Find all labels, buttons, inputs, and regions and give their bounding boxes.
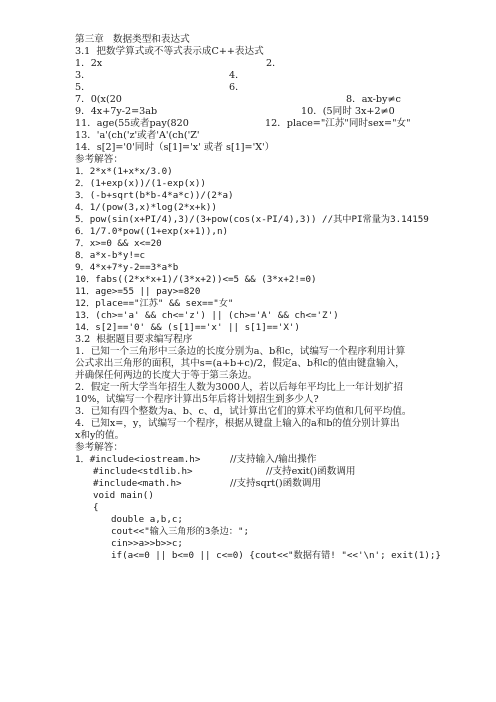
task-line: 3．已知有四个整数为a、b、c、d，试计算出它们的算术平均值和几何平均值。 xyxy=(75,406,412,417)
question-13: 13．'a'(ch('z'或者'A'(ch('Z' xyxy=(75,130,200,141)
question-8: 8．ax-by≠c xyxy=(346,94,401,105)
question-6: 6． xyxy=(229,82,245,93)
code-line-if: if(a<=0 || b<=0 || c<=0) {cout<<"数据有错! "<<'\n'; exit(1);} xyxy=(111,550,441,561)
task-line: 2．假定一所大学当年招生人数为3000人，若以后每年平均比上一年计划扩招 xyxy=(75,382,403,393)
answer-3: 3．(-b+sqrt(b*b-4*a*c))/(2*a) xyxy=(75,190,234,201)
answer-12: 12．place=="江苏" && sex=="女" xyxy=(75,298,234,309)
code-line-include-math: #include<math.h> xyxy=(93,478,182,489)
answer-6: 6．1/7.0*pow((1+exp(x+1)),n) xyxy=(75,226,229,237)
code-line-main: void main() xyxy=(93,490,154,501)
answer-8: 8．a*x-b*y!=c xyxy=(75,250,146,261)
question-1: 1．2x xyxy=(75,58,103,69)
answer-4: 4．1/(pow(3,x)*log(2*x+k)) xyxy=(75,202,217,213)
question-11: 11．age(55或者pay(820 xyxy=(75,118,189,129)
answer-5: 5．pow(sin(x+PI/4),3)/(3+pow(cos(x-PI/4),3)) //其中PI常量为3.14159 xyxy=(75,214,429,225)
code-line-include-stdlib: #include<stdlib.h> xyxy=(93,466,193,477)
answers2-heading: 参考解答： xyxy=(75,442,123,453)
answer-7: 7．x>=0 && x<=20 xyxy=(75,238,162,249)
task-line: x和y的值。 xyxy=(75,430,125,441)
answer-2: 2．(1+exp(x))/(1-exp(x)) xyxy=(75,178,206,189)
code-line-declare: double a,b,c; xyxy=(111,514,183,525)
question-5: 5． xyxy=(75,82,91,93)
code-line-cout: cout<<"输入三角形的3条边："; xyxy=(111,526,250,537)
task-line: 10%，试编写一个程序计算出5年后将计划招生到多少人? xyxy=(75,394,319,405)
code-line-open-brace: { xyxy=(93,502,99,513)
code-comment: //支持exit()函数调用 xyxy=(266,466,356,477)
answer-1: 1．2*x*(1+x*x/3.0) xyxy=(75,166,173,177)
answer-13: 13．(ch>='a' && ch<='z') || (ch>='A' && ch<='Z') xyxy=(75,310,339,321)
question-14: 14．s[2]='0'同时（s[1]='x' 或者 s[1]='X'） xyxy=(75,142,275,153)
code-line-include-iostream: 1．#include<iostream.h> xyxy=(75,454,201,465)
answer-11: 11．age>=55 || pay>=820 xyxy=(75,286,201,297)
question-9: 9．4x+7y-2=3ab xyxy=(75,106,158,117)
code-comment: //支持输入/输出操作 xyxy=(230,454,317,465)
question-3: 3． xyxy=(75,70,91,81)
code-line-cin: cin>>a>>b>>c; xyxy=(111,538,183,549)
question-4: 4． xyxy=(229,70,245,81)
section-3-1-heading: 3.1 把数学算式或不等式表示成C++表达式 xyxy=(75,46,264,57)
task-line: 公式求出三角形的面积，其中s=(a+b+c)/2，假定a、b和c的值由键盘输入， xyxy=(75,358,405,369)
task-line: 1．已知一个三角形中三条边的长度分别为a、b和c，试编写一个程序利用计算 xyxy=(75,346,406,357)
answer-14: 14．s[2]=='0' && (s[1]=='x' || s[1]=='X') xyxy=(75,322,300,333)
question-2: 2． xyxy=(266,58,282,69)
section-3-2-heading: 3.2 根据题目要求编写程序 xyxy=(75,334,193,345)
task-line: 并确保任何两边的长度大于等于第三条边。 xyxy=(75,370,258,381)
question-10: 10．(5同时 3x+2≠0 xyxy=(301,106,395,117)
code-comment: //支持sqrt()函数调用 xyxy=(230,478,322,489)
answers-heading: 参考解答： xyxy=(75,154,123,165)
chapter-title: 第三章 数据类型和表达式 xyxy=(75,34,190,45)
question-7: 7．0(x(20 xyxy=(75,94,122,105)
question-12: 12．place="江苏"同时sex="女" xyxy=(265,118,411,129)
task-line: 4．已知x=，y，试编写一个程序，根据从键盘上输入的a和b的值分别计算出 xyxy=(75,418,400,429)
answer-9: 9．4*x+7*y-2==3*a*b xyxy=(75,262,179,273)
answer-10: 10．fabs((2*x*x+1)/(3*x+2))<=5 && (3*x+2!=0) xyxy=(75,274,317,285)
